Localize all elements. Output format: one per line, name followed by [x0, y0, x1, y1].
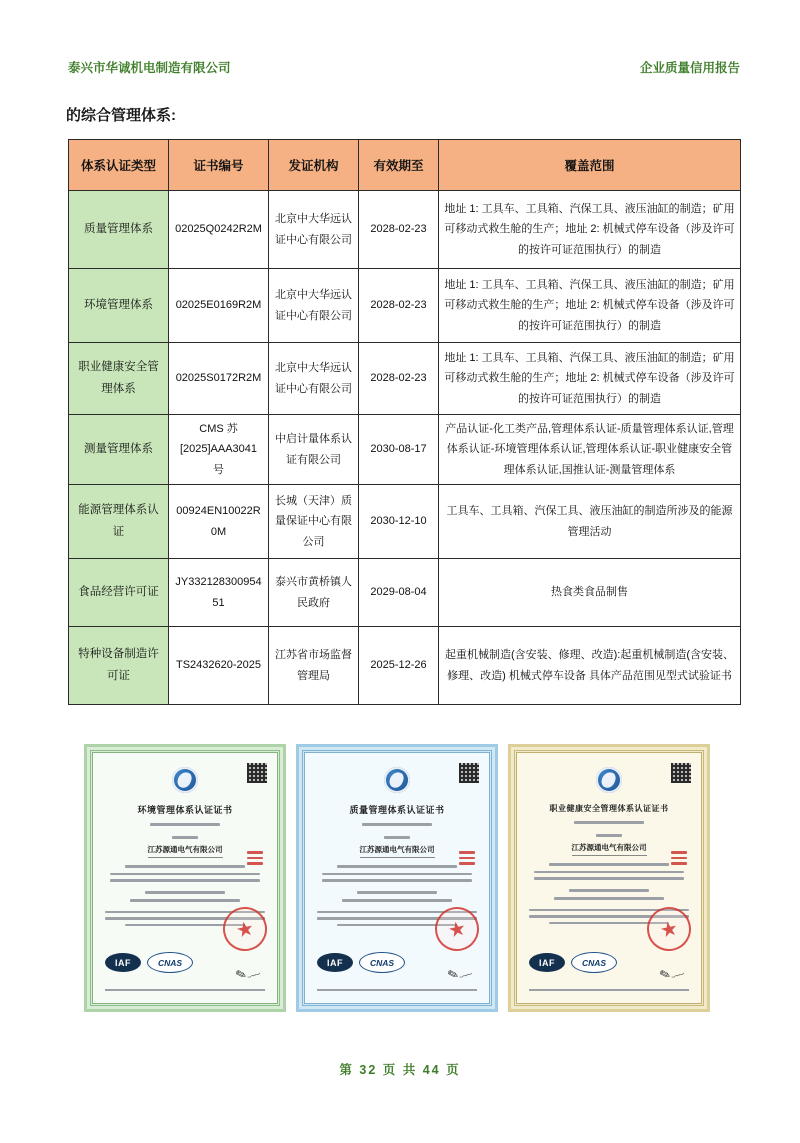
cell-issuer: 北京中大华远认证中心有限公司: [269, 191, 359, 269]
certified-company: 江苏源通电气有限公司: [572, 842, 647, 856]
cell-scope: 地址 1: 工具车、工具箱、汽保工具、液压油缸的制造；矿用可移动式救生舱的生产；地址 2: 机械式停车设备（涉及许可的按许可证范围执行）的制造: [439, 343, 741, 415]
cell-valid: 2025-12-26: [359, 627, 439, 705]
globe-logo-icon: [384, 767, 410, 793]
cell-issuer: 长城（天津）质量保证中心有限公司: [269, 485, 359, 559]
cell-valid: 2028-02-23: [359, 269, 439, 343]
cell-scope: 地址 1: 工具车、工具箱、汽保工具、液压油缸的制造；矿用可移动式救生舱的生产；地址 2: 机械式停车设备（涉及许可的按许可证范围执行）的制造: [439, 269, 741, 343]
cnas-logo: CNAS: [571, 952, 617, 973]
red-stamp-text: [247, 851, 263, 865]
qr-code-icon: [459, 763, 479, 783]
cell-scope: 产品认证-化工类产品,管理体系认证-质量管理体系认证,管理体系认证-环境管理体系认证,管理体系认证-职业健康安全管理体系认证,国推认证-测量管理体系: [439, 415, 741, 485]
cell-issuer: 北京中大华远认证中心有限公司: [269, 269, 359, 343]
cell-certno: 02025E0169R2M: [169, 269, 269, 343]
cell-type: 环境管理体系: [69, 269, 169, 343]
globe-logo-icon: [596, 767, 622, 793]
page-number: 第 32 页 共 44 页: [339, 1063, 461, 1077]
accreditation-logos: [529, 952, 617, 973]
cell-type: 测量管理体系: [69, 415, 169, 485]
cell-certno: 02025S0172R2M: [169, 343, 269, 415]
signature-scribble: ✎﹏: [657, 962, 686, 985]
certificate-number-line: [362, 823, 432, 826]
cell-certno: 00924EN10022R0M: [169, 485, 269, 559]
address-line: [322, 873, 472, 876]
cell-valid: 2030-12-10: [359, 485, 439, 559]
address-line: [549, 863, 669, 866]
issuer-footer-line: [105, 989, 265, 992]
cnas-logo: CNAS: [147, 952, 193, 973]
cell-scope: 起重机械制造(含安装、修理、改造):起重机械制造(含安装、修理、改造) 机械式停车设备 具体产品范围见型式试验证书: [439, 627, 741, 705]
signature-scribble: ✎﹏: [233, 962, 262, 985]
address-line: [337, 865, 457, 868]
iaf-logo: IAF: [529, 953, 565, 972]
cell-type: 职业健康安全管理体系: [69, 343, 169, 415]
cell-scope: 工具车、工具箱、汽保工具、液压油缸的制造所涉及的能源管理活动: [439, 485, 741, 559]
issuer-footer-line: [529, 989, 689, 992]
col-header-issuer: 发证机构: [269, 140, 359, 191]
standard-line: [130, 899, 240, 902]
standard-label: [357, 891, 437, 894]
certificate-title: 职业健康安全管理体系认证证书: [549, 804, 669, 813]
cell-valid: 2028-02-23: [359, 343, 439, 415]
address-line: [110, 873, 260, 876]
cell-certno: CMS 苏 [2025]AAA3041 号: [169, 415, 269, 485]
cell-valid: 2028-02-23: [359, 191, 439, 269]
table-row: [69, 191, 741, 269]
cell-scope: 热食类食品制售: [439, 559, 741, 627]
table-row: [69, 485, 741, 559]
red-stamp-text: [459, 851, 475, 865]
globe-logo-icon: [172, 767, 198, 793]
col-header-type: 体系认证类型: [69, 140, 169, 191]
cell-certno: JY33212830095451: [169, 559, 269, 627]
certificate-quality: [296, 744, 498, 1012]
certified-company: 江苏源通电气有限公司: [360, 844, 435, 858]
cell-issuer: 北京中大华远认证中心有限公司: [269, 343, 359, 415]
table-header-row: [69, 140, 741, 191]
address-line: [534, 877, 684, 880]
certified-org-label: [384, 836, 410, 839]
table-row: [69, 559, 741, 627]
report-title: 企业质量信用报告: [639, 61, 740, 75]
cell-issuer: 泰兴市黄桥镇人民政府: [269, 559, 359, 627]
col-header-certno: 证书编号: [169, 140, 269, 191]
cell-type: 能源管理体系认证: [69, 485, 169, 559]
red-seal-star-icon: ★: [219, 903, 271, 955]
certificate-images: [84, 744, 710, 1012]
standard-label: [145, 891, 225, 894]
cell-valid: 2030-08-17: [359, 415, 439, 485]
red-stamp-text: [671, 851, 687, 865]
table-row: [69, 627, 741, 705]
cell-type: 质量管理体系: [69, 191, 169, 269]
cell-valid: 2029-08-04: [359, 559, 439, 627]
certificate-environment: [84, 744, 286, 1012]
standard-label: [569, 889, 649, 892]
qr-code-icon: [247, 763, 267, 783]
accreditation-logos: [317, 952, 405, 973]
address-line: [125, 865, 245, 868]
table-row: [69, 415, 741, 485]
cell-certno: TS2432620-2025: [169, 627, 269, 705]
cell-issuer: 中启计量体系认证有限公司: [269, 415, 359, 485]
accreditation-logos: [105, 952, 193, 973]
address-line: [534, 871, 684, 874]
cell-issuer: 江苏省市场监督管理局: [269, 627, 359, 705]
certificate-number-line: [574, 821, 644, 824]
certified-company: 江苏源通电气有限公司: [148, 844, 223, 858]
doc-header: [68, 58, 740, 76]
cell-type: 食品经营许可证: [69, 559, 169, 627]
cnas-logo: CNAS: [359, 952, 405, 973]
certified-org-label: [172, 836, 198, 839]
certificate-ohs: [508, 744, 710, 1012]
certificate-title: 质量管理体系认证证书: [349, 805, 445, 815]
standard-line: [554, 897, 664, 900]
address-line: [322, 879, 472, 882]
company-name: 泰兴市华诚机电制造有限公司: [68, 61, 231, 75]
certified-org-label: [596, 834, 622, 837]
issuer-footer-line: [317, 989, 477, 992]
standard-line: [342, 899, 452, 902]
cell-type: 特种设备制造许可证: [69, 627, 169, 705]
table-row: [69, 269, 741, 343]
red-seal-star-icon: ★: [643, 903, 695, 955]
certificate-title: 环境管理体系认证证书: [137, 805, 233, 815]
certification-table: [68, 139, 741, 705]
section-title: 的综合管理体系:: [66, 107, 176, 124]
cell-certno: 02025Q0242R2M: [169, 191, 269, 269]
qr-code-icon: [671, 763, 691, 783]
certificate-number-line: [150, 823, 220, 826]
iaf-logo: IAF: [105, 953, 141, 972]
red-seal-star-icon: ★: [431, 903, 483, 955]
cell-scope: 地址 1: 工具车、工具箱、汽保工具、液压油缸的制造；矿用可移动式救生舱的生产；地址 2: 机械式停车设备（涉及许可的按许可证范围执行）的制造: [439, 191, 741, 269]
col-header-valid: 有效期至: [359, 140, 439, 191]
signature-scribble: ✎﹏: [445, 962, 474, 985]
table-row: [69, 343, 741, 415]
address-line: [110, 879, 260, 882]
iaf-logo: IAF: [317, 953, 353, 972]
col-header-scope: 覆盖范围: [439, 140, 741, 191]
